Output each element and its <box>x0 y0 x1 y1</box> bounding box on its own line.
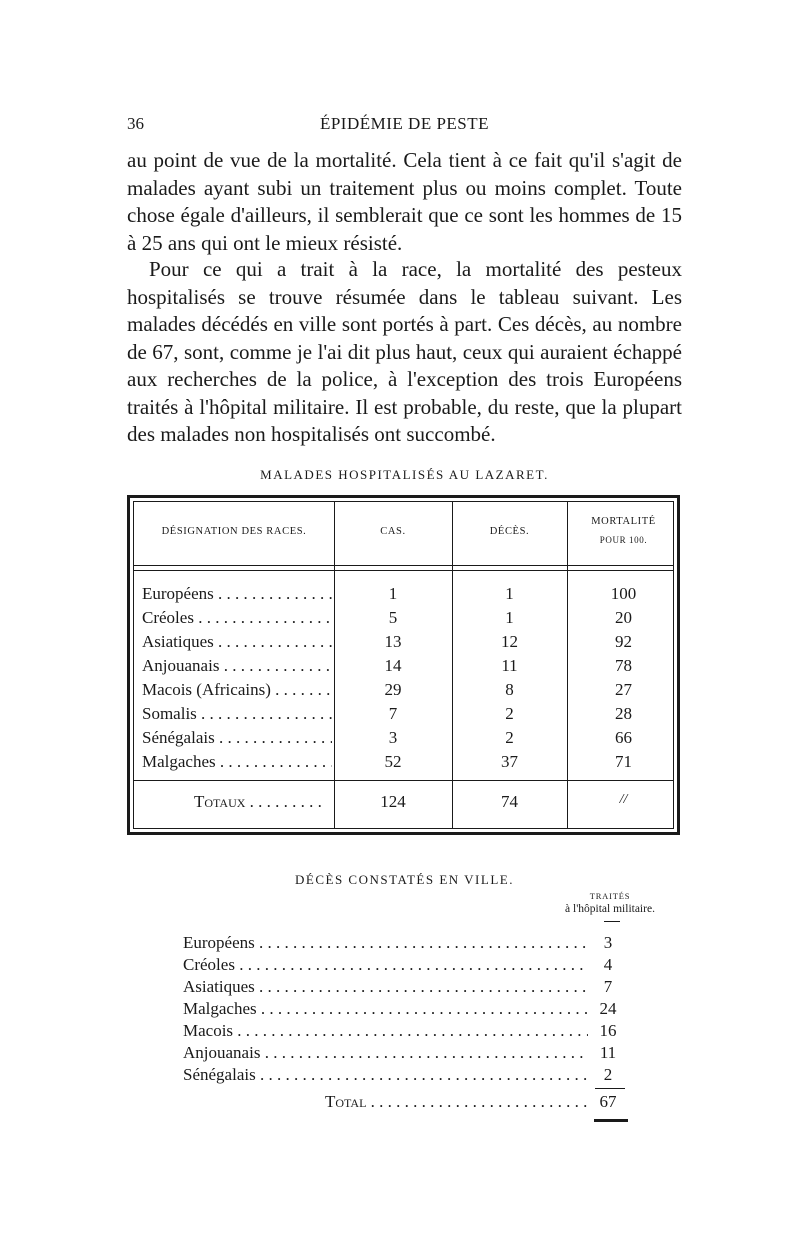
totals-label: Totaux . . . <box>194 792 324 812</box>
ville-value-cell: 16 <box>599 1021 617 1040</box>
deces-cell: 2 <box>505 728 514 747</box>
cas-cell: 3 <box>388 728 398 747</box>
race-cell: Macois (Africains) . . . <box>142 680 332 700</box>
hospital-table-inner <box>133 501 674 829</box>
race-cell: Créoles . . . <box>142 608 332 628</box>
totals-cas: 124 <box>380 792 406 811</box>
ville-header-dash <box>604 921 620 922</box>
race-cell: Malgaches . . . <box>142 752 332 772</box>
column-header-mortalite <box>567 516 680 545</box>
ville-row <box>183 977 628 1001</box>
mortalite-cell: 100 <box>610 584 637 603</box>
ville-total-underline <box>594 1119 628 1122</box>
ville-row <box>183 1043 628 1067</box>
column-header-mortalite-line1: MORTALITÉ <box>591 516 656 527</box>
cas-cell: 1 <box>388 584 398 603</box>
deces-cell: 8 <box>505 680 514 699</box>
race-cell: Asiatiques . . . <box>142 632 332 652</box>
ville-value-cell: 2 <box>603 1065 613 1084</box>
mortalite-cell: 71 <box>615 752 632 771</box>
ville-table-title: DÉCÈS CONSTATÉS EN VILLE. <box>295 872 514 887</box>
paragraph-text: au point de vue de la mortalité. Cela tient à ce fait qu'il s'agit de malades ayant subi un traitement plus ou moins complet. Toute chose égale d'ailleurs, il semblerait que ce sont les hommes de 15 à 25 ans qui ont le mieux résisté. <box>127 148 682 255</box>
ville-value-cell: 24 <box>599 999 617 1018</box>
totals-mortalite: // <box>619 792 628 807</box>
cas-cell: 7 <box>388 704 398 723</box>
ville-row <box>183 933 628 957</box>
ville-value-cell: 3 <box>603 933 613 952</box>
running-title: ÉPIDÉMIE DE PESTE <box>319 114 490 133</box>
deces-cell: 37 <box>501 752 518 771</box>
paragraph-2 <box>127 256 682 449</box>
ville-row <box>183 955 628 979</box>
race-cell: Européens . . . <box>142 584 332 604</box>
ville-column-header-line2: à l'hôpital militaire. <box>565 903 655 915</box>
ville-column-header-line1: TRAITÉS <box>589 891 631 901</box>
ville-race-cell: Européens . . . <box>183 933 588 953</box>
ville-race-cell: Créoles . . . <box>183 955 588 975</box>
table-row <box>134 680 673 704</box>
table-row <box>134 728 673 752</box>
ville-total-row <box>325 1092 628 1118</box>
table-row <box>134 584 673 608</box>
table-row <box>134 608 673 632</box>
ville-race-cell: Macois . . . <box>183 1021 588 1041</box>
mortalite-cell: 92 <box>615 632 632 651</box>
cas-cell: 13 <box>384 632 402 651</box>
table-row <box>134 632 673 656</box>
paragraph-1 <box>127 147 682 257</box>
mortalite-cell: 27 <box>615 680 632 699</box>
mortalite-cell: 66 <box>615 728 632 747</box>
deces-cell: 1 <box>505 584 514 603</box>
ville-row <box>183 1065 628 1089</box>
mortalite-cell: 20 <box>615 608 632 627</box>
hospital-table <box>127 495 680 835</box>
totals-deces: 74 <box>501 792 518 811</box>
ville-row <box>183 1021 628 1045</box>
table-row <box>134 656 673 680</box>
cas-cell: 14 <box>384 656 402 675</box>
column-header-cas: CAS. <box>380 526 406 537</box>
header-divider <box>134 570 673 571</box>
ville-total-label: Total . . . <box>325 1092 587 1112</box>
column-header-race: DÉSIGNATION DES RACES. <box>161 526 307 537</box>
race-cell: Anjouanais . . . <box>142 656 332 676</box>
column-header-mortalite-line2: POUR 100. <box>599 535 648 545</box>
ville-total-value: 67 <box>599 1092 617 1111</box>
ville-value-cell: 4 <box>603 955 613 974</box>
ville-race-cell: Asiatiques . . . <box>183 977 588 997</box>
ville-race-cell: Malgaches . . . <box>183 999 588 1019</box>
ville-column-header <box>520 890 700 916</box>
hospital-table-title: MALADES HOSPITALISÉS AU LAZARET. <box>260 467 549 482</box>
totals-divider <box>134 780 673 781</box>
ville-race-cell: Anjouanais . . . <box>183 1043 588 1063</box>
totals-row <box>134 792 673 818</box>
column-header-deces: DÉCÈS. <box>489 526 530 537</box>
page-header <box>127 114 682 138</box>
deces-cell: 11 <box>501 656 518 675</box>
mortalite-cell: 78 <box>615 656 632 675</box>
ville-race-cell: Sénégalais . . . <box>183 1065 588 1085</box>
table-row <box>134 752 673 776</box>
ville-total-rule <box>595 1088 625 1089</box>
cas-cell: 52 <box>384 752 402 771</box>
deces-cell: 1 <box>505 608 514 627</box>
header-divider <box>134 565 673 566</box>
page-number: 36 <box>127 114 144 133</box>
deces-cell: 12 <box>501 632 518 651</box>
ville-value-cell: 11 <box>599 1043 617 1062</box>
ville-row <box>183 999 628 1023</box>
race-cell: Somalis . . . <box>142 704 332 724</box>
mortalite-cell: 28 <box>615 704 632 723</box>
cas-cell: 29 <box>384 680 402 699</box>
ville-value-cell: 7 <box>603 977 613 996</box>
table-row <box>134 704 673 728</box>
paragraph-text: Pour ce qui a trait à la race, la mortalité des pesteux hospitalisés se trouve résumée dans le tableau suivant. Les malades décédés en ville sont portés à part. Ces décès, au nombre de 67, sont, comme je l'ai dit plus haut, ceux qui auraient échappé aux recherches de la police, à l'exception des trois Européens traités à l'hôpital militaire. Il est probable, du reste, que la plupart des malades non hospitalisés ont succombé. <box>127 257 682 446</box>
cas-cell: 5 <box>388 608 398 627</box>
race-cell: Sénégalais . . . <box>142 728 332 748</box>
deces-cell: 2 <box>505 704 514 723</box>
